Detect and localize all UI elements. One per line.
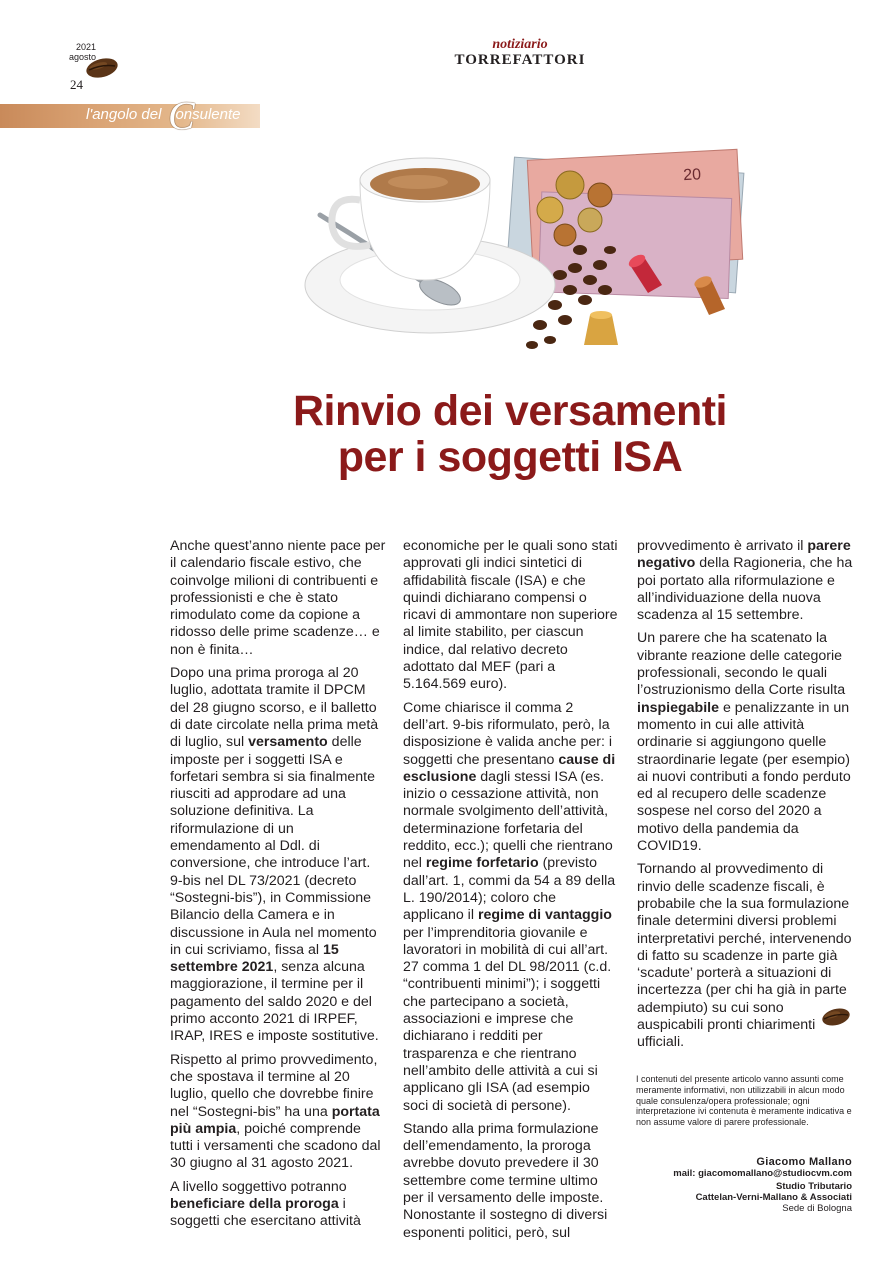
firm-line-1: Studio Tributario <box>776 1181 852 1192</box>
paragraph-text: della Ragioneria, che ha poi portato alla riformulazione e all’individuazione della nuova scadenza al 15 settembre. <box>637 555 853 624</box>
section-initial: C <box>168 93 195 138</box>
article-paragraph <box>637 538 853 624</box>
author-signature <box>636 1157 852 1214</box>
paragraph-text: Stando alla prima formulazione dell’emendamento, la proroga avrebbe dovuto prevedere il 30 settembre come termine ultimo per il versamento delle imposte. Nonostante il sostegno di diversi esponenti politici, però, sul <box>403 1120 608 1241</box>
article-paragraph <box>170 1179 386 1231</box>
coffee-money-photo <box>300 140 760 370</box>
paragraph-text: delle imposte per i soggetti ISA e forfetari sembra si sia finalmente riusciti ad approdare ad una soluzione definitiva. La riformulazione di un emendamento al Ddl. di conversione, che introduce l’art. 9-bis nel DL 73/2021 (decreto “Sostegni-bis”), in Commissione Bilancio della Camera e in discussione in Aula nel momento in cui scriviamo, fissa al <box>170 734 377 958</box>
firm-office: Sede di Bologna <box>782 1203 852 1214</box>
article-title-line1: Rinvio dei versamenti <box>293 387 727 435</box>
author-name: Giacomo Mallano <box>756 1156 852 1168</box>
bold-text: regime forfetario <box>425 855 539 872</box>
section-label <box>86 106 241 123</box>
masthead-notiziario: notiziario <box>492 37 548 52</box>
article-paragraph <box>170 1052 386 1173</box>
firm-line-2: Cattelan-Verni-Mallano & Associati <box>695 1192 852 1203</box>
section-label-before: l'angolo del <box>86 106 162 123</box>
paragraph-text: (previsto dall’art. 1, commi da 54 a 89 della L. 190/2014); coloro che applicano il <box>403 855 616 924</box>
masthead <box>420 38 620 68</box>
coffee-bean-end-icon <box>820 1006 852 1028</box>
paragraph-text: i soggetti che esercitano attività <box>170 1195 361 1230</box>
paragraph-text: per l’imprenditoria giovanile e lavoratori in mobilità di cui all’art. 27 comma 1 del DL 98/2011 (c.d. “contribuenti minimi”); i soggetti che partecipano a società, associazioni e imprese che dichiarano i redditi per trasparenza e che rientrano nell’ambito delle attività a cui si applicano gli ISA (ad esempio soci di società di persone). <box>403 924 612 1114</box>
section-label-after: onsulente <box>175 106 241 123</box>
paragraph-text: provvedimento è arrivato il <box>637 538 808 554</box>
page-number: 24 <box>70 77 83 92</box>
bold-text: portata più ampia <box>170 1103 380 1137</box>
paragraph-text: Come chiarisce il comma 2 dell’art. 9-bis riformulato, però, la disposizione è valida anche per: i soggetti che presentano <box>403 699 613 768</box>
bold-text: inspiegabile <box>637 699 719 716</box>
paragraph-text: Dopo una prima proroga al 20 luglio, adottata tramite il DPCM del 28 giugno scorso, e il balletto di date circolate nella prima metà di luglio, sul <box>170 665 379 751</box>
bold-text: parere negativo <box>637 538 851 572</box>
bold-text: 15 settembre 2021 <box>170 941 339 976</box>
article-paragraph <box>403 1121 619 1242</box>
article-paragraph <box>170 665 386 1046</box>
article-title <box>130 388 890 480</box>
paragraph-text: A livello soggettivo potranno <box>170 1178 347 1195</box>
article-column-1 <box>170 538 386 1237</box>
article-title-line2: per i soggetti ISA <box>337 433 683 481</box>
paragraph-text: economiche per le quali sono stati approvati gli indici sintetici di affidabilità fiscale (ISA) e che quindi dichiarano compensi o ricavi di ammontare non superiore al limite stabilito, per ciascun indice, dal relativo decreto adottato dal MEF (pari a 5.164.569 euro). <box>403 538 618 693</box>
bold-text: versamento <box>248 734 328 751</box>
paragraph-text: Rispetto al primo provvedimento, che spostava il termine al 20 luglio, quello che dovrebbe finire nel “Sostegni-bis” ha una <box>170 1051 378 1120</box>
issue-year: 2021 <box>75 42 96 52</box>
article-paragraph <box>403 700 619 1115</box>
paragraph-text: , poiché comprende tutti i versamenti che scadono dal 30 giugno al 31 agosto 2021. <box>170 1120 381 1172</box>
paragraph-text: Tornando al provvedimento di rinvio delle scadenze fiscali, è probabile che la sua formulazione finale determini diversi problemi interpretativi perché, intervenendo di fatto su scadenze in parte già ‘scadute’ porterà a situazioni di incertezza (per chi ha già in parte adempiuto) su cui sono auspicabili pronti chiarimenti ufficiali. <box>637 861 852 1051</box>
paragraph-text: e penalizzante in un momento in cui alle attività ordinarie si aggiungono quelle straordinarie legate (per esempio) ai nuovi contributi a fondo perduto ed al recupero delle scadenze sospese nel corso del 2020 a motivo della pandemia da COVID19. <box>637 699 851 855</box>
masthead-torrefattori: TORREFATTORI <box>454 52 586 68</box>
paragraph-text: Anche quest’anno niente pace per il calendario fiscale estivo, che coinvolge milioni di contribuenti e professionisti e che è stato rimodulato come da copione a ridosso delle prime scadenze… e non è finita… <box>170 538 386 658</box>
issue-month: agosto <box>68 52 96 62</box>
article-column-3 <box>637 538 853 1058</box>
article-paragraph <box>170 538 386 659</box>
article-paragraph <box>403 538 619 694</box>
paragraph-text: Un parere che ha scatenato la vibrante reazione delle categorie professionali, secondo le quali l’ostruzionismo della Corte risulta <box>637 630 846 699</box>
paragraph-text: , senza alcuna maggiorazione, il termine per il pagamento del saldo 2020 e del primo acconto 2021 di IRPEF, IRAP, IRES e imposte sostitutive. <box>170 959 379 1045</box>
author-email: mail: giacomomallano@studiocvm.com <box>673 1168 852 1179</box>
article-column-2 <box>403 538 619 1248</box>
article-paragraph <box>637 630 853 855</box>
bold-text: cause di esclusione <box>403 751 616 785</box>
bold-text: regime di vantaggio <box>477 907 612 924</box>
coffee-bean-icon <box>84 56 120 80</box>
bold-text: beneficiare della proroga <box>170 1195 339 1212</box>
svg-text:20: 20 <box>682 166 702 185</box>
disclaimer: I contenuti del presente articolo vanno assunti come meramente informativi, non utilizzabili in alcun modo quale consulenza/opera professionale; ogni interpretazione ivi contenuta è meramente indicativa e non assume valore di parere professionale. <box>636 1074 852 1128</box>
paragraph-text: dagli stessi ISA (es. inizio o cessazione attività, non normale svolgimento dell’attività, determinazione forfetaria del reddito, ecc.); quelli che rientrano nel <box>403 768 613 872</box>
